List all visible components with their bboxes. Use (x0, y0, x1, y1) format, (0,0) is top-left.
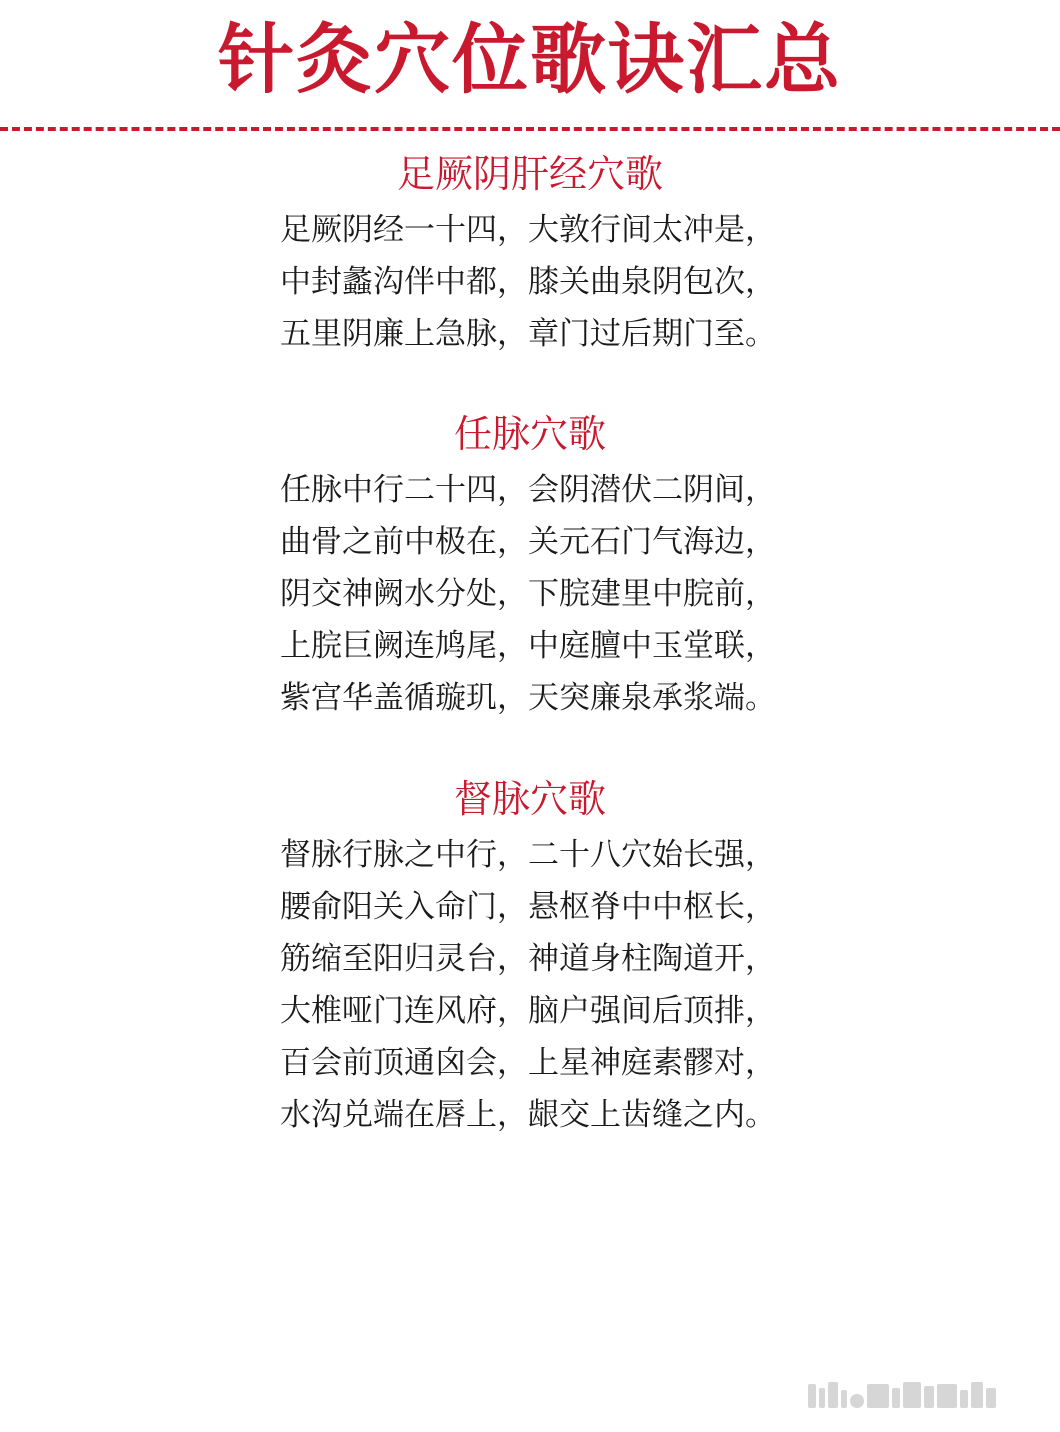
verse-block (280, 829, 840, 1141)
section-du-meridian (0, 775, 1060, 1141)
page-title: 针灸穴位歌诀汇总 (218, 15, 842, 104)
verse-block (280, 464, 840, 724)
section-liver-meridian (0, 150, 1060, 360)
verse-line: 任脉中行二十四，会阴潜伏二阴间， (280, 472, 776, 508)
section-heading: 任脉穴歌 (453, 412, 606, 456)
verse-line: 五里阴廉上急脉，章门过后期门至。 (280, 316, 776, 352)
verse-line: 曲骨之前中极在，关元石门气海边， (280, 524, 776, 560)
verse-line: 足厥阴经一十四，大敦行间太冲是， (280, 212, 776, 248)
verse-line: 督脉行脉之中行，二十八穴始长强， (280, 837, 776, 873)
verse-line: 筋缩至阳归灵台，神道身柱陶道开， (280, 941, 776, 977)
section-heading: 足厥阴肝经穴歌 (396, 152, 663, 196)
verse-line: 百会前顶通囟会，上星神庭素髎对， (280, 1045, 776, 1081)
verse-line: 阴交神阙水分处，下脘建里中脘前， (280, 576, 776, 612)
verse-line: 上脘巨阙连鸠尾，中庭膻中玉堂联， (280, 628, 776, 664)
verse-line: 大椎哑门连风府，脑户强间后顶排， (280, 993, 776, 1029)
verse-line: 紫宫华盖循璇玑，天突廉泉承浆端。 (280, 680, 776, 716)
watermark (808, 1378, 1038, 1408)
verse-line: 水沟兑端在唇上，龈交上齿缝之内。 (280, 1097, 776, 1133)
verse-line: 中封蠡沟伴中都，膝关曲泉阴包次， (280, 264, 776, 300)
section-heading: 督脉穴歌 (453, 777, 606, 821)
section-ren-meridian (0, 410, 1060, 724)
verse-block (280, 204, 840, 360)
dashed-divider (0, 127, 1060, 131)
verse-line: 腰俞阳关入命门，悬枢脊中中枢长， (280, 889, 776, 925)
